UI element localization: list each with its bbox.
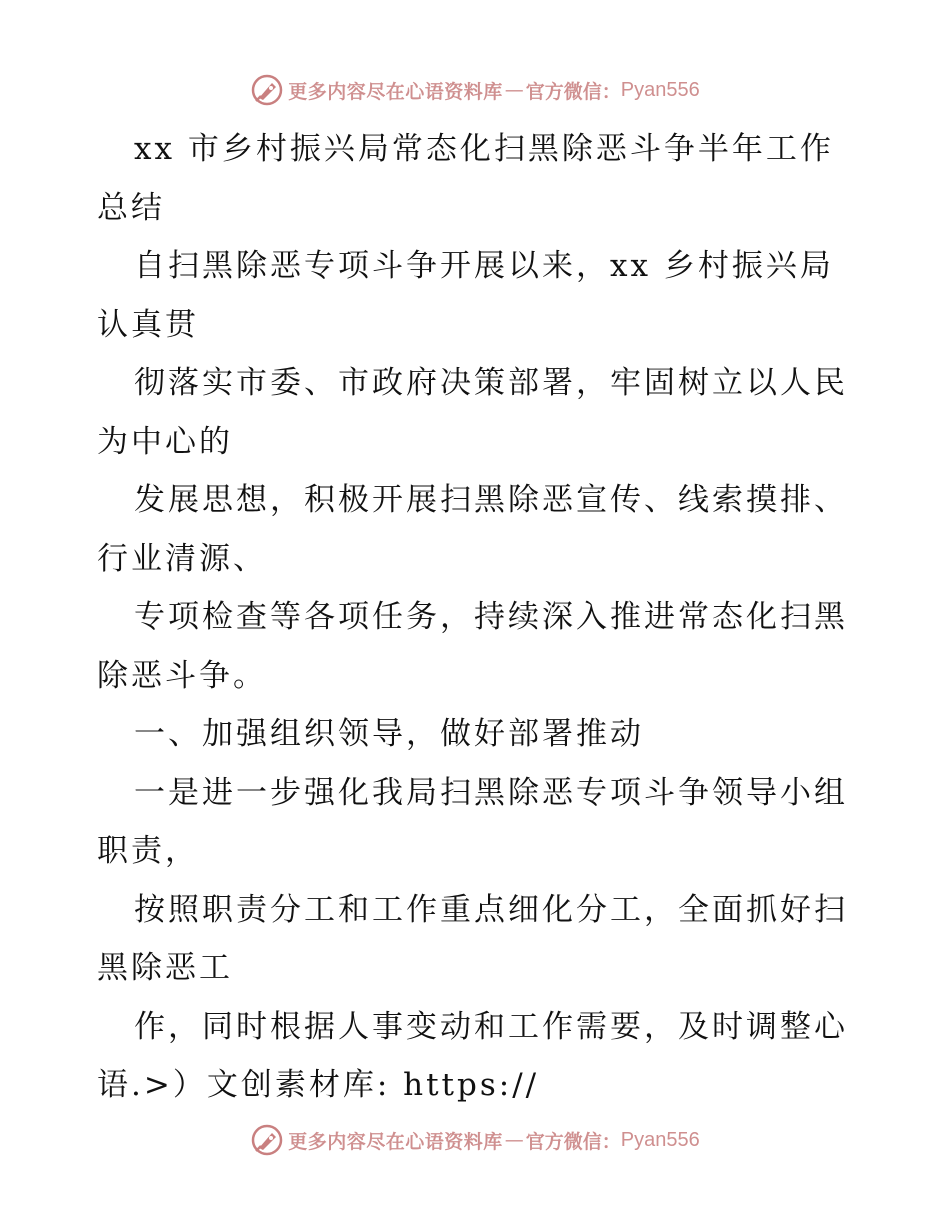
doc-paragraph-line: 发展思想，积极开展扫黑除恶宣传、线索摸排、 [134, 482, 848, 518]
doc-paragraph-line: 一是进一步强化我局扫黑除恶专项斗争领导小组 [134, 774, 848, 811]
doc-paragraph-line: 认真贯 [97, 306, 199, 343]
doc-paragraph-line: 为中心的 [97, 423, 233, 460]
doc-paragraph-line: 按照职责分工和工作重点细化分工，全面抓好扫 [134, 891, 848, 928]
document-body [97, 120, 857, 1115]
banner-wechat-label: 官方微信： [525, 80, 621, 103]
banner-slogan: 更多内容尽在心语资料库 [288, 80, 503, 103]
doc-title-line-1: xx 市乡村振兴局常态化扫黑除恶斗争半年工作 [134, 131, 834, 167]
doc-paragraph-line: 作，同时根据人事变动和工作需要，及时调整心 [134, 1008, 848, 1045]
doc-paragraph-line: 语.>）文创素材库: https:// [97, 1067, 540, 1103]
section-heading: 一、加强组织领导，做好部署推动 [134, 716, 644, 752]
header-banner [0, 70, 950, 110]
footer-banner [0, 1120, 950, 1160]
doc-paragraph-line: 自扫黑除恶专项斗争开展以来，xx 乡村振兴局 [134, 248, 834, 284]
doc-paragraph-line: 黑除恶工 [97, 950, 233, 986]
doc-paragraph-line: 除恶斗争。 [97, 657, 267, 694]
banner-wechat-id: Pyan556 [620, 1128, 700, 1151]
doc-paragraph-line: 职责， [97, 833, 199, 869]
doc-title-line-2: 总结 [97, 189, 165, 226]
doc-paragraph-line: 彻落实市委、市政府决策部署，牢固树立以人民 [134, 365, 848, 401]
banner-wechat-id: Pyan556 [620, 78, 700, 101]
banner-wechat-label: 官方微信： [525, 1130, 621, 1153]
doc-paragraph-line: 专项检查等各项任务，持续深入推进常态化扫黑 [134, 599, 848, 635]
pen-nib-logo-icon [250, 1123, 284, 1157]
doc-paragraph-line: 行业清源、 [97, 540, 267, 577]
banner-separator: — [504, 79, 524, 101]
banner-separator: — [504, 1129, 524, 1151]
pen-nib-logo-icon [250, 73, 284, 107]
banner-slogan: 更多内容尽在心语资料库 [288, 1130, 503, 1153]
